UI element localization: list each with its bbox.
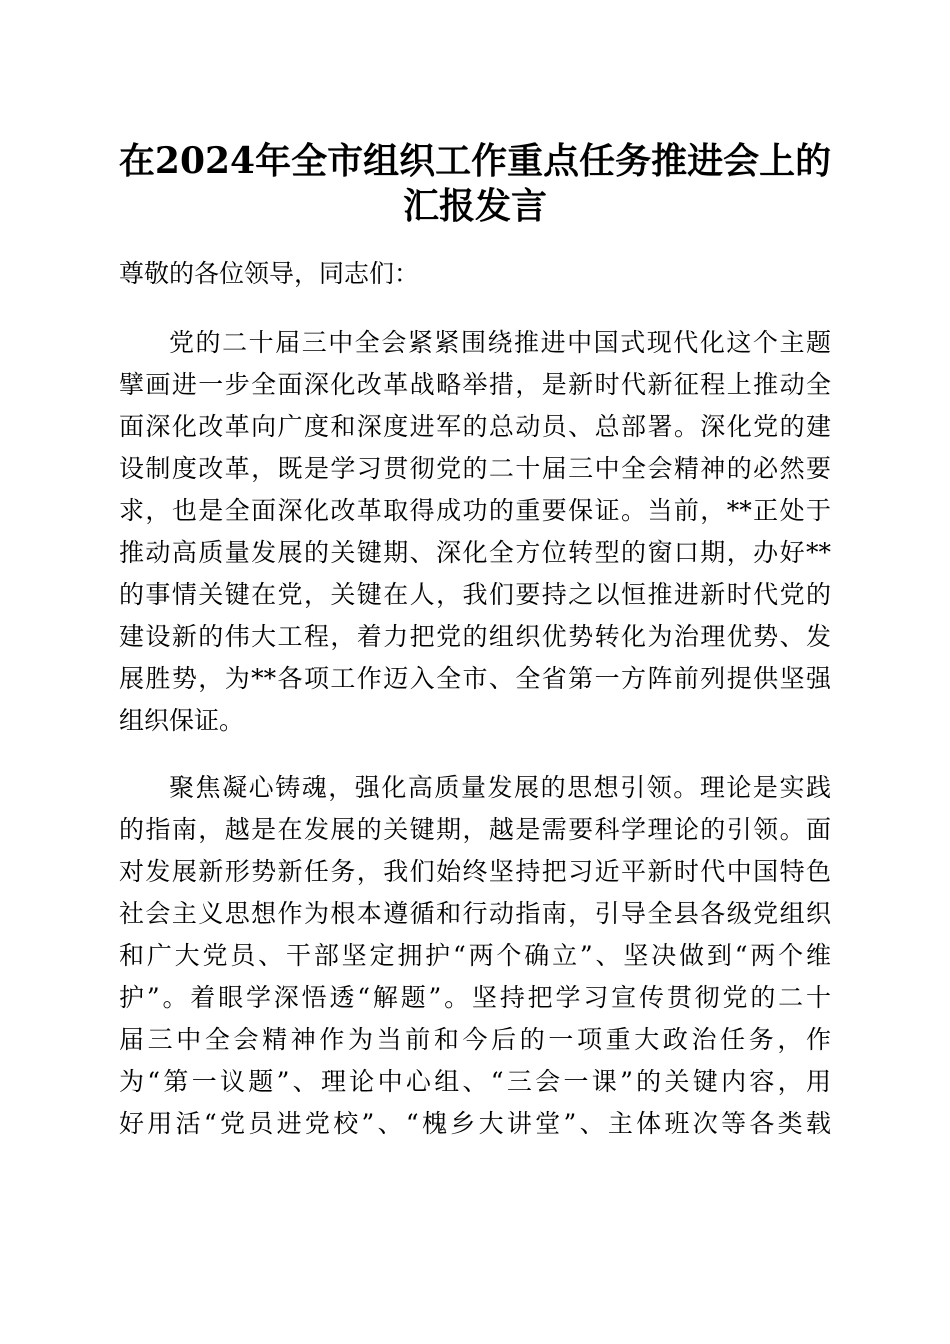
paragraph-1-line: 推动高质量发展的关键期、深化全方位转型的窗口期，办好** xyxy=(119,538,831,567)
paragraph-2-line: 聚焦凝心铸魂，强化高质量发展的思想引领。理论是实践 xyxy=(169,773,831,802)
paragraph-1-line: 求，也是全面深化改革取得成功的重要保证。当前，**正处于 xyxy=(119,496,831,525)
paragraph-1-line: 的事情关键在党，关键在人，我们要持之以恒推进新时代党的 xyxy=(119,580,831,609)
paragraph-2-line: 护”。着眼学深悟透“解题”。坚持把学习宣传贯彻党的二十 xyxy=(119,983,831,1012)
paragraph-2-line: 社会主义思想作为根本遵循和行动指南，引导全县各级党组织 xyxy=(119,899,831,928)
paragraph-2-line: 为“第一议题”、理论中心组、“三会一课”的关键内容，用 xyxy=(119,1067,831,1096)
paragraph-2-line: 届三中全会精神作为当前和今后的一项重大政治任务，作 xyxy=(119,1025,831,1054)
document-title-line-2: 汇报发言 xyxy=(402,185,547,227)
paragraph-1-line: 展胜势，为**各项工作迈入全市、全省第一方阵前列提供坚强 xyxy=(119,664,831,693)
paragraph-2-line: 的指南，越是在发展的关键期，越是需要科学理论的引领。面 xyxy=(119,815,831,844)
paragraph-2-line: 对发展新形势新任务，我们始终坚持把习近平新时代中国特色 xyxy=(119,857,831,886)
paragraph-1-line: 面深化改革向广度和深度进军的总动员、总部署。深化党的建 xyxy=(119,412,831,441)
paragraph-1-line: 建设新的伟大工程，着力把党的组织优势转化为治理优势、发 xyxy=(119,622,831,651)
paragraph-2-line: 好用活“党员进党校”、“槐乡大讲堂”、主体班次等各类载 xyxy=(119,1109,831,1138)
paragraph-1-line: 设制度改革，既是学习贯彻党的二十届三中全会精神的必然要 xyxy=(119,454,831,483)
paragraph-2-line: 和广大党员、干部坚定拥护“两个确立”、坚决做到“两个维 xyxy=(119,941,831,970)
paragraph-1-line: 党的二十届三中全会紧紧围绕推进中国式现代化这个主题 xyxy=(169,328,831,357)
paragraph-1-line: 组织保证。 xyxy=(119,706,245,735)
paragraph-1-line: 擘画进一步全面深化改革战略举措，是新时代新征程上推动全 xyxy=(119,370,831,399)
document-title-line-1: 在2024年全市组织工作重点任务推进会上的 xyxy=(118,140,832,182)
salutation: 尊敬的各位领导，同志们： xyxy=(119,259,420,288)
